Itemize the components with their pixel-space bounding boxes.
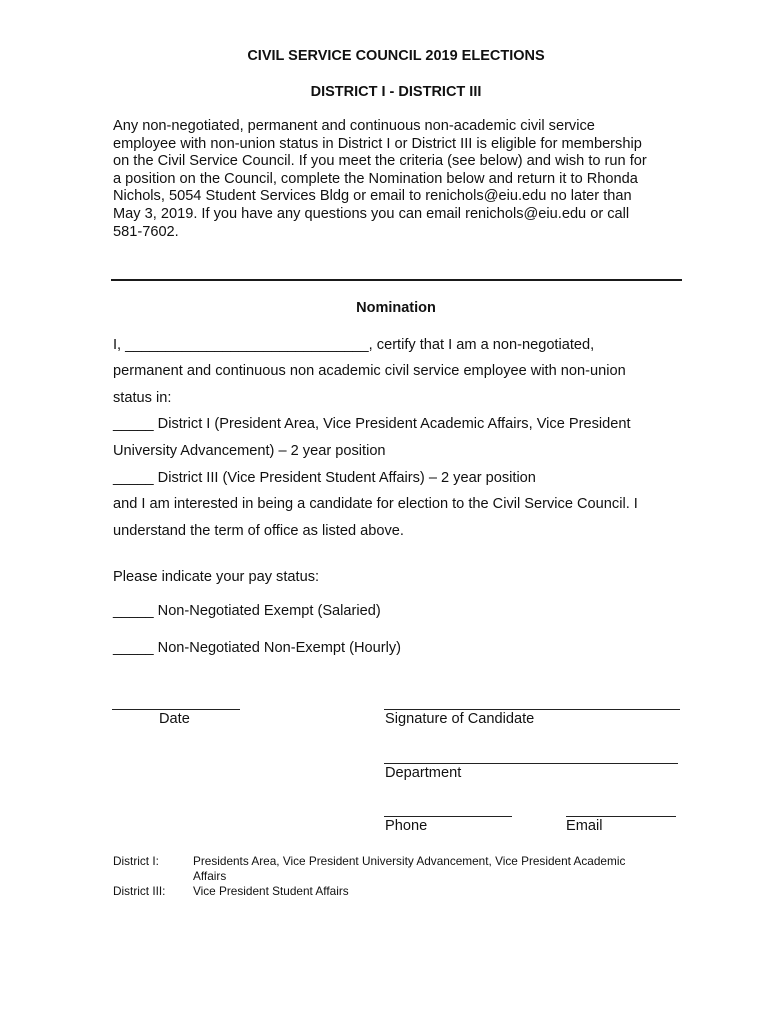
date-field-line[interactable] (112, 709, 240, 710)
intro-line: employee with non-union status in District I or District III is eligible for membership (113, 135, 642, 152)
signature-field-line[interactable] (384, 709, 680, 710)
pay-exempt-option (113, 603, 381, 619)
nomination-heading: Nomination (356, 300, 436, 316)
signature-label: Signature of Candidate (385, 711, 535, 727)
footnote-district3-label: District III: (113, 884, 166, 898)
page-title: CIVIL SERVICE COUNCIL 2019 ELECTIONS (247, 48, 545, 64)
intro-line: Any non-negotiated, permanent and continuous non-academic civil service (113, 118, 595, 134)
pay-nonexempt-option (113, 640, 401, 656)
footnote-district3-text: Vice President Student Affairs (193, 884, 349, 898)
phone-field-line[interactable] (384, 816, 512, 817)
exempt-label: Non-Negotiated Exempt (Salaried) (157, 603, 381, 619)
district1-option-label: District I (President Area, Vice President Academic Affairs, Vice President (157, 416, 631, 432)
district1-option (113, 416, 631, 432)
intro-line: May 3, 2019. If you have any questions you can email renichols@eiu.edu or call (113, 205, 630, 222)
name-blank-field[interactable]: ______________________________ (125, 337, 369, 353)
nonexempt-blank-field[interactable]: _____ (113, 640, 154, 656)
district3-option-label: District III (Vice President Student Affairs) – 2 year position (157, 470, 536, 486)
interest-line: and I am interested in being a candidate for election to the Civil Service Council. I (113, 496, 638, 512)
intro-line: 581-7602. (113, 223, 179, 240)
certify-suffix: , certify that I am a non-negotiated, (368, 337, 595, 353)
nonexempt-label: Non-Negotiated Non-Exempt (Hourly) (157, 640, 401, 656)
district1-option-continued: University Advancement) – 2 year position (113, 443, 386, 459)
exempt-blank-field[interactable]: _____ (113, 603, 154, 619)
eligibility-line: permanent and continuous non academic civil service employee with non-union (113, 363, 626, 379)
intro-line: on the Civil Service Council. If you meet the criteria (see below) and wish to run for (113, 153, 647, 170)
intro-line: a position on the Council, complete the Nomination below and return it to Rhonda (113, 170, 638, 187)
footnote-district1-text: Presidents Area, Vice President University Advancement, Vice President Academic (193, 854, 626, 868)
intro-paragraph (113, 118, 693, 241)
district3-blank-field[interactable]: _____ (113, 470, 154, 486)
page-subtitle: DISTRICT I - DISTRICT III (310, 84, 482, 100)
department-field-line[interactable] (384, 763, 678, 764)
date-label: Date (159, 711, 190, 727)
certify-line (113, 337, 594, 353)
email-field-line[interactable] (566, 816, 676, 817)
status-line: status in: (113, 390, 172, 406)
section-divider (111, 279, 682, 281)
footnote-district1-text-cont: Affairs (193, 869, 227, 883)
intro-line: Nichols, 5054 Student Services Bldg or email to renichols@eiu.edu no later than (113, 188, 632, 205)
phone-label: Phone (385, 818, 428, 834)
certify-prefix: I, (113, 337, 122, 353)
term-line: understand the term of office as listed above. (113, 523, 404, 539)
district1-blank-field[interactable]: _____ (113, 416, 154, 432)
department-label: Department (385, 765, 462, 781)
email-label: Email (566, 818, 603, 834)
district3-option (113, 470, 536, 486)
footnote-district1-label: District I: (113, 854, 159, 868)
pay-status-prompt: Please indicate your pay status: (113, 569, 320, 585)
